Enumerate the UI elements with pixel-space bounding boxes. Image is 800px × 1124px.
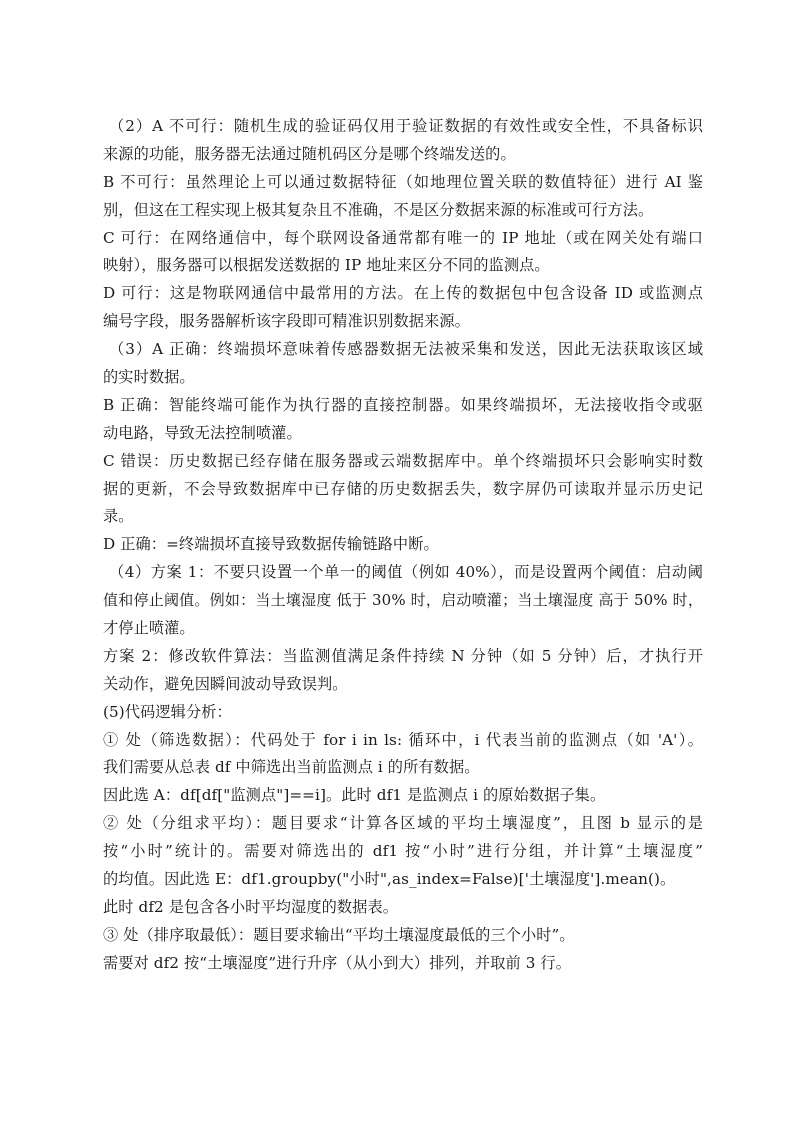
text-line: ③ 处（排序取最低）：题目要求输出“平均土壤湿度最低的三个小时”。	[103, 925, 575, 944]
text-line: ② 处（分组求平均）：题目要求“计算各区域的平均土壤湿度”，且图 b 显示的是	[103, 814, 703, 833]
text-line: B 不可行：虽然理论上可以通过数据特征（如地理位置关联的数值特征）进行 AI 鉴	[103, 172, 703, 191]
text-line: 映射），服务器可以根据发送数据的 IP 地址来区分不同的监测点。	[103, 256, 550, 275]
text-line: （3）A 正确：终端损坏意味着传感器数据无法被采集和发送，因此无法获取该区域	[109, 340, 703, 359]
text-line: 来源的功能，服务器无法通过随机码区分是哪个终端发送的。	[103, 144, 516, 163]
text-line: ① 处（筛选数据）：代码处于 for i in ls: 循环中，i 代表当前的监测点（如 'A'）。	[103, 730, 703, 749]
text-line: 此时 df2 是包含各小时平均湿度的数据表。	[103, 897, 399, 916]
text-line: B 正确：智能终端可能作为执行器的直接控制器。如果终端损坏，无法接收指令或驱	[103, 395, 703, 414]
text-line: 编号字段，服务器解析该字段即可精准识别数据来源。	[103, 312, 470, 331]
text-line: 需要对 df2 按“土壤湿度”进行升序（从小到大）排列，并取前 3 行。	[103, 953, 571, 972]
text-line: D 正确：=终端损坏直接导致数据传输链路中断。	[103, 535, 439, 554]
text-line: C 错误：历史数据已经存储在服务器或云端数据库中。单个终端损坏只会影响实时数	[103, 451, 703, 470]
text-line: 我们需要从总表 df 中筛选出当前监测点 i 的所有数据。	[103, 758, 480, 777]
text-line: 动电路，导致无法控制喷灌。	[103, 423, 302, 442]
text-line: （2）A 不可行：随机生成的验证码仅用于验证数据的有效性或安全性，不具备标识	[109, 117, 703, 135]
answer-explanation	[103, 113, 703, 978]
text-line: （4）方案 1：不要只设置一个单一的阈值（例如 40%），而是设置两个阈值：启动阈	[109, 563, 703, 582]
text-line: 据的更新，不会导致数据库中已存储的历史数据丢失，数字屏仍可读取并显示历史记	[103, 479, 703, 498]
text-line: C 可行：在网络通信中，每个联网设备通常都有唯一的 IP 地址（或在网关处有端口	[103, 228, 703, 247]
text-line: 录。	[103, 507, 134, 526]
text-line: 别，但这在工程实现上极其复杂且不准确，不是区分数据来源的标准或可行方法。	[103, 200, 654, 219]
text-line: D 可行：这是物联网通信中最常用的方法。在上传的数据包中包含设备 ID 或监测点	[103, 284, 703, 303]
text-line: 值和停止阈值。例如：当土壤湿度 低于 30% 时，启动喷灌；当土壤湿度 高于 50% 时，	[103, 591, 703, 610]
text-line: 的均值。因此选 E：df1.groupby("小时",as_index=False)['土壤湿度'].mean()。	[103, 870, 676, 889]
text-line: 因此选 A：df[df["监测点"]==i]。此时 df1 是监测点 i 的原始数据子集。	[103, 786, 606, 805]
text-line: 按“小时”统计的。需要对筛选出的 df1 按“小时”进行分组，并计算“土壤湿度”	[103, 842, 703, 861]
text-line: 才停止喷灌。	[103, 619, 195, 638]
text-line: (5)代码逻辑分析：	[103, 702, 232, 721]
text-line: 的实时数据。	[103, 368, 195, 387]
text-line: 关动作，避免因瞬间波动导致误判。	[103, 674, 348, 693]
text-line: 方案 2：修改软件算法：当监测值满足条件持续 N 分钟（如 5 分钟）后，才执行开	[103, 646, 703, 665]
